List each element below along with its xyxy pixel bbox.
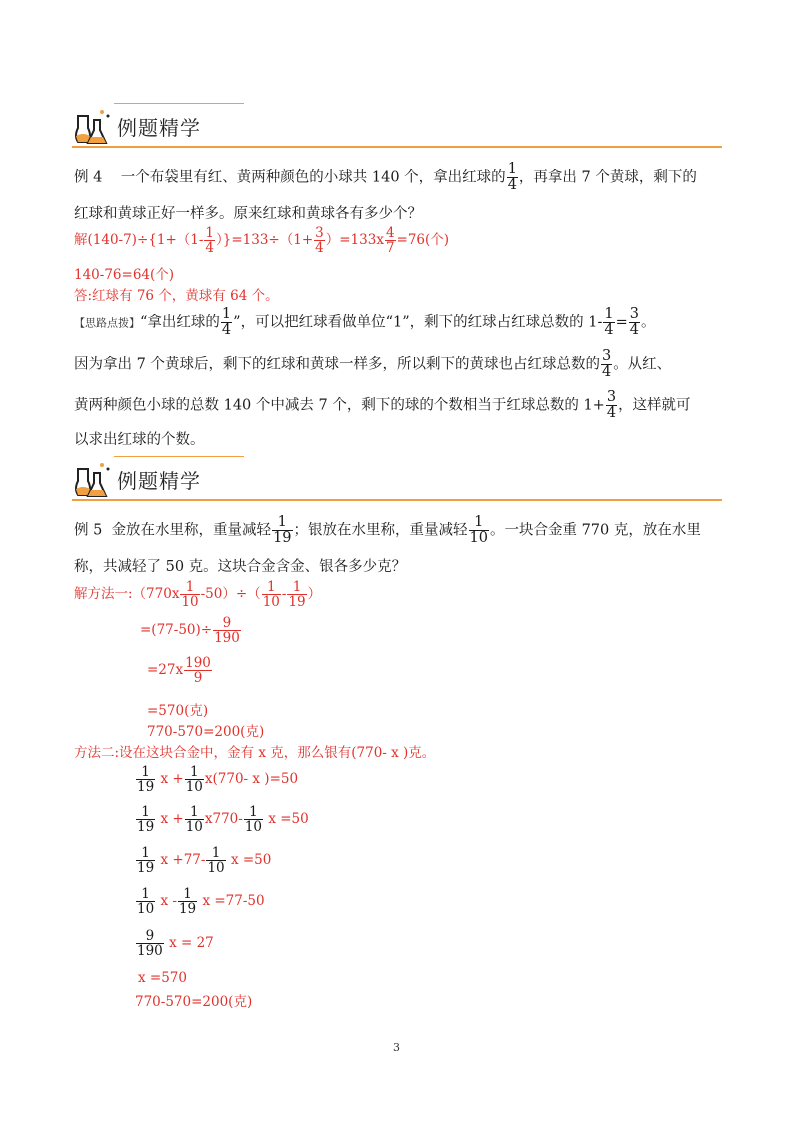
page-number: 3 [393, 1041, 400, 1054]
ex5-eq2: $\frac{1}{19}$ x + $\frac{1}{10}$ x770- $\frac{1}{10}$ x =50 [137, 804, 309, 836]
ex5-method1-line3: =27x $\frac{190}{9}$ [147, 655, 211, 687]
ex5-method1-line4: =570(克) [147, 703, 209, 719]
science-flask-icon [72, 106, 116, 146]
section-title: 例题精学 [117, 116, 201, 140]
ex5-eq5: $\frac{9}{190}$ x = 27 [137, 928, 214, 960]
fraction-1-19: $\frac{1}{19}$ [273, 514, 292, 547]
section-header-1 [72, 102, 722, 148]
fraction-1-4: $\frac{1}{4}$ [604, 306, 614, 339]
fraction-1-10: $\frac{1}{10}$ [207, 845, 225, 877]
ex4-tip-line2: 因为拿出 7 个黄球后，剩下的红球和黄球一样多，所以剩下的黄球也占红球总数的 $\frac{3}{4}$ 。从红、 [74, 348, 672, 381]
ex4-tip-line3: 黄两种颜色小球的总数 140 个中减去 7 个，剩下的球的个数相当于红球总数的 1+ $\frac{3}{4}$ ，这样就可 [74, 389, 691, 422]
ex5-question-line1: 例 5 金放在水里称，重量减轻 $\frac{1}{19}$ ；银放在水里称，重量减轻 $\frac{1}{10}$ 。一块合金重 770 克，放在水里 [74, 514, 701, 547]
ex4-solution-line1: 解(140-7)÷{1+（1- $\frac{1}{4}$ ）}=133÷（1+ $\frac{3}{4}$ ）=133x $\frac{4}{7}$ =76(个) [74, 225, 450, 257]
section-header-2 [72, 455, 722, 501]
ex5-method2-intro: 方法二:设在这块合金中，金有 x 克，那么银有(770- x )克。 [74, 745, 436, 761]
fraction-1-10: $\frac{1}{10}$ [181, 579, 199, 611]
ex5-eq4: $\frac{1}{10}$ x - $\frac{1}{19}$ x =77-50 [137, 886, 265, 918]
ex5-label: 例 5 [74, 522, 103, 539]
ex5-eq3: $\frac{1}{19}$ x +77- $\frac{1}{10}$ x =50 [137, 845, 272, 877]
ex5-eq7: 770-570=200(克) [135, 994, 253, 1010]
ex4-solution-line2: 140-76=64(个) [74, 267, 175, 283]
section-title: 例题精学 [117, 469, 201, 493]
ex5-method1-line2: =(77-50)÷ $\frac{9}{190}$ [140, 615, 240, 647]
ex5-method1-line1: 解方法一:（770x $\frac{1}{10}$ -50）÷（ $\frac{1}{10}$ - $\frac{1}{19}$ ） [74, 579, 322, 611]
fraction-190-9: $\frac{190}{9}$ [185, 655, 211, 687]
fraction-1-19: $\frac{1}{19}$ [178, 886, 197, 918]
fraction-1-19: $\frac{1}{19}$ [288, 579, 306, 611]
tip-label: 【思路点拨】 [74, 316, 140, 330]
fraction-1-10: $\frac{1}{10}$ [262, 579, 280, 611]
fraction-3-4: $\frac{3}{4}$ [606, 389, 617, 422]
fraction-1-4: $\frac{1}{4}$ [205, 225, 214, 257]
fraction-1-10: $\frac{1}{10}$ [185, 764, 203, 796]
fraction-3-4: $\frac{3}{4}$ [601, 348, 612, 381]
science-flask-icon [72, 459, 116, 499]
fraction-1-10: $\frac{1}{10}$ [244, 804, 263, 836]
fraction-1-19: $\frac{1}{19}$ [137, 764, 155, 796]
fraction-3-4: $\frac{3}{4}$ [315, 225, 324, 257]
fraction-1-4: $\frac{1}{4}$ [221, 306, 232, 339]
fraction-9-190: $\frac{9}{190}$ [137, 928, 163, 960]
ex5-method1-line5: 770-570=200(克) [147, 724, 265, 740]
ex5-question-line2: 称，共减轻了 50 克。这块合金含金、银各多少克？ [74, 559, 407, 575]
ex4-q1a: 一个布袋里有红、黄两种颜色的小球共 140 个，拿出红球的 [120, 169, 506, 186]
fraction-4-7: $\frac{4}{7}$ [385, 225, 395, 257]
ex5-eq6: x =570 [138, 970, 187, 986]
ex4-tip-line4: 以求出红球的个数。 [74, 432, 205, 448]
ex4-tip-line1: 【思路点拨】“拿出红球的 $\frac{1}{4}$ ”，可以把红球看做单位“1”，剩下的红球占红球总数的 1- $\frac{1}{4}$ = $\frac{3}{4}$ 。 [74, 306, 656, 339]
ex5-eq1: $\frac{1}{19}$ x + $\frac{1}{10}$ x(770- x )=50 [137, 764, 299, 796]
fraction-9-190: $\frac{9}{190}$ [214, 615, 240, 647]
ex4-q1b: ，再拿出 7 个黄球，剩下的 [518, 169, 697, 186]
fraction-1-19: $\frac{1}{19}$ [137, 804, 155, 836]
fraction-3-4: $\frac{3}{4}$ [629, 306, 639, 339]
ex4-answer: 答:红球有 76 个，黄球有 64 个。 [74, 288, 279, 304]
fraction-1-10: $\frac{1}{10}$ [137, 886, 155, 918]
ex4-label: 例 4 [74, 169, 103, 186]
ex4-question-line2: 红球和黄球正好一样多。原来红球和黄球各有多少个？ [74, 206, 422, 222]
fraction-1-10: $\frac{1}{10}$ [469, 514, 488, 547]
fraction-1-10: $\frac{1}{10}$ [185, 804, 203, 836]
ex4-question-line1 [74, 162, 697, 193]
fraction-1-19: $\frac{1}{19}$ [137, 845, 155, 877]
fraction-1-4: $\frac{1}{4}$ [507, 161, 517, 194]
